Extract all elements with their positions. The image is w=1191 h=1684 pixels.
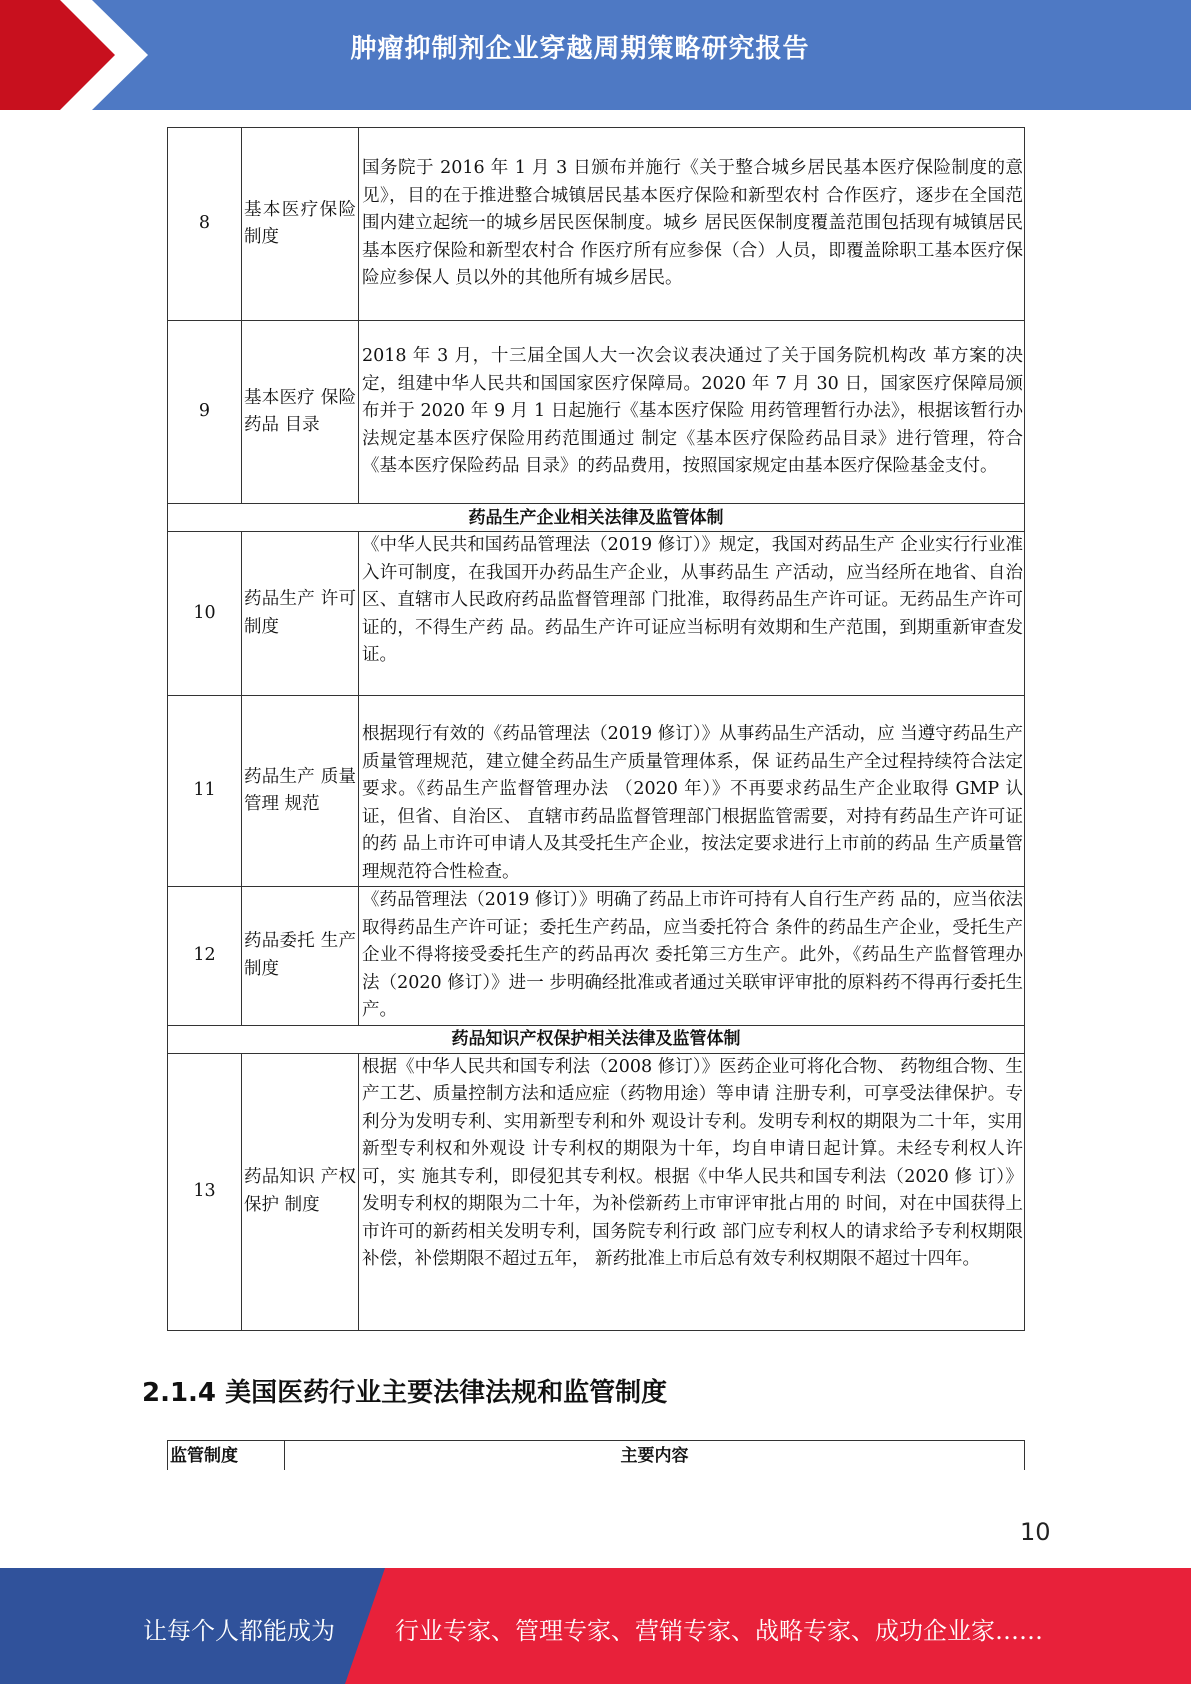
report-title: 肿瘤抑制剂企业穿越周期策略研究报告 — [350, 34, 810, 64]
regulation-content: 《中华人民共和国药品管理法（2019 修订）》规定，我国对药品生产 企业实行行业准入许可制度，在我国开办药品生产企业，从事药品生 产活动，应当经所在地省、自治区、直辖市人民政府药品监督管理部 门批准，取得药品生产许可证。无药品生产许可证的，不得生产药 品。药品生产许可证应当标明有效期和生产范围，到期重新审查发 证。 — [359, 532, 1025, 696]
regulation-name: 药品委托 生产制度 — [242, 887, 359, 1026]
table-row — [168, 128, 1025, 321]
section-row — [168, 1025, 1025, 1053]
table-row — [168, 887, 1025, 1026]
column-header-content: 主要内容 — [285, 1441, 1025, 1471]
table-header-row — [168, 1441, 1025, 1471]
row-number: 10 — [168, 532, 242, 696]
regulation-name: 药品知识 产权保护 制度 — [242, 1053, 359, 1330]
section-heading: 2.1.4 美国医药行业主要法律法规和监管制度 — [142, 1378, 668, 1408]
table-row — [168, 532, 1025, 696]
row-number: 11 — [168, 696, 242, 887]
table-row — [168, 696, 1025, 887]
regulation-name: 基本医疗 保险药品 目录 — [242, 321, 359, 504]
row-number: 13 — [168, 1053, 242, 1330]
regulation-content: 国务院于 2016 年 1 月 3 日颁布并施行《关于整合城乡居民基本医疗保险制度的意见》，目的在于推进整合城镇居民基本医疗保险和新型农村 合作医疗，逐步在全国范围内建立起统一的城乡居民医保制度。城乡 居民医保制度覆盖范围包括现有城镇居民基本医疗保险和新型农村合 作医疗所有应参保（合）人员，即覆盖除职工基本医疗保险应参保人 员以外的其他所有城乡居民。 — [359, 128, 1025, 321]
footer-slogan-right: 行业专家、管理专家、营销专家、战略专家、成功企业家…… — [395, 1617, 1043, 1645]
regulation-name: 基本医疗保险制度 — [242, 128, 359, 321]
regulation-table — [167, 127, 1025, 1331]
regulation-content: 根据现行有效的《药品管理法（2019 修订）》从事药品生产活动，应 当遵守药品生产质量管理规范，建立健全药品生产质量管理体系，保 证药品生产全过程持续符合法定要求。《药品生产监督管理办法 （2020 年）》不再要求药品生产企业取得 GMP 认证，但省、自治区、 直辖市药品监督管理部门根据监管需要，对持有药品生产许可证的药 品上市许可申请人及其受托生产企业，按法定要求进行上市前的药品 生产质量管理规范符合性检查。 — [359, 696, 1025, 887]
table-row — [168, 1053, 1025, 1330]
section-title: 药品知识产权保护相关法律及监管体制 — [168, 1025, 1025, 1053]
regulation-content: 《药品管理法（2019 修订）》明确了药品上市许可持有人自行生产药 品的，应当依法取得药品生产许可证；委托生产药品，应当委托符合 条件的药品生产企业，受托生产企业不得将接受委托生产的药品再次 委托第三方生产。此外，《药品生产监督管理办法（2020 修订）》进一 步明确经批准或者通过关联审评审批的原料药不得再行委托生产。 — [359, 887, 1025, 1026]
regulation-content: 2018 年 3 月，十三届全国人大一次会议表决通过了关于国务院机构改 革方案的决定，组建中华人民共和国国家医疗保障局。2020 年 7 月 30 日，国家医疗保障局颁布并于 2020 年 9 月 1 日起施行《基本医疗保险 用药管理暂行办法》，根据该暂行办法规定基本医疗保险用药范围通过 制定《基本医疗保险药品目录》进行管理，符合《基本医疗保险药品 目录》的药品费用，按照国家规定由基本医疗保险基金支付。 — [359, 321, 1025, 504]
row-number: 12 — [168, 887, 242, 1026]
section-row — [168, 504, 1025, 532]
page-header — [0, 0, 1191, 110]
footer-slogan-left: 让每个人都能成为 — [143, 1617, 335, 1645]
regulation-name: 药品生产 许可制度 — [242, 532, 359, 696]
table-row — [168, 321, 1025, 504]
row-number: 8 — [168, 128, 242, 321]
regulation-content: 根据《中华人民共和国专利法（2008 修订）》医药企业可将化合物、 药物组合物、生产工艺、质量控制方法和适应症（药物用途）等申请 注册专利，可享受法律保护。专利分为发明专利、实用新型专利和外 观设计专利。发明专利权的期限为二十年，实用新型专利权和外观设 计专利权的期限为十年，均自申请日起计算。未经专利权人许可，实 施其专利，即侵犯其专利权。根据《中华人民共和国专利法（2020 修 订）》发明专利权的期限为二十年，为补偿新药上市审评审批占用的 时间，对在中国获得上市许可的新药相关发明专利，国务院专利行政 部门应专利权人的请求给予专利权期限补偿，补偿期限不超过五年， 新药批准上市后总有效专利权期限不超过十四年。 — [359, 1053, 1025, 1330]
us-regulation-table — [167, 1440, 1025, 1470]
section-title: 药品生产企业相关法律及监管体制 — [168, 504, 1025, 532]
row-number: 9 — [168, 321, 242, 504]
page-number: 10 — [1020, 1518, 1051, 1546]
page-footer — [0, 1568, 1191, 1684]
regulation-name: 药品生产 质量管理 规范 — [242, 696, 359, 887]
column-header-regulation: 监管制度 — [168, 1441, 285, 1471]
